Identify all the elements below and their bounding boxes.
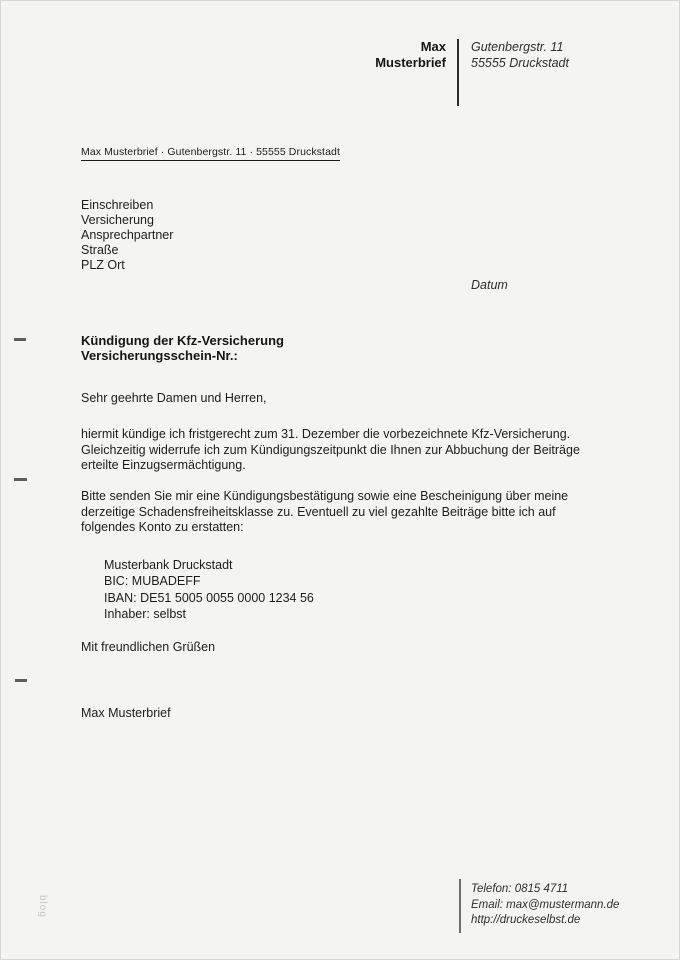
bank-name: Musterbank Druckstadt xyxy=(104,558,233,572)
fold-mark-bottom xyxy=(15,679,27,682)
bank-iban: IBAN: DE51 5005 0055 0000 1234 56 xyxy=(104,590,314,605)
paragraph2-line3: folgendes Konto zu erstatten: xyxy=(81,520,244,535)
sender-name-line2: Musterbrief xyxy=(375,54,446,70)
bank-bic: BIC: MUBADEFF xyxy=(104,574,201,589)
bank-details-block xyxy=(104,557,314,622)
date-placeholder: Datum xyxy=(471,278,508,292)
subject-line2: Versicherungsschein-Nr.: xyxy=(81,348,238,364)
recipient-line-einschreiben: Einschreiben xyxy=(81,198,154,212)
recipient-line-ansprechpartner: Ansprechpartner xyxy=(81,228,174,243)
footer-url: http://druckeselbst.de xyxy=(471,914,581,926)
paragraph2-line1: Bitte senden Sie mir eine Kündigungsbestätigung sowie eine Bescheinigung über meine xyxy=(81,489,569,503)
salutation: Sehr geehrte Damen und Herren, xyxy=(81,391,267,405)
footer-email: Email: max@mustermann.de xyxy=(471,898,620,911)
return-address-line: Max Musterbrief · Gutenbergstr. 11 · 55555 Druckstadt xyxy=(81,146,340,161)
sender-address-block xyxy=(471,40,569,71)
sender-name-line1: Max xyxy=(420,39,446,54)
closing-phrase: Mit freundlichen Grüßen xyxy=(81,640,216,654)
recipient-line-strasse: Straße xyxy=(81,243,119,258)
subject-line1: Kündigung der Kfz-Versicherung xyxy=(81,333,284,348)
body-paragraph-2 xyxy=(81,489,568,536)
footer-divider-line xyxy=(459,879,461,933)
bank-owner: Inhaber: selbst xyxy=(104,606,186,621)
footer-contact-block xyxy=(471,882,619,929)
fold-mark-top xyxy=(14,338,26,341)
recipient-address-block xyxy=(81,198,173,273)
paragraph1-line3: erteilte Einzugsermächtigung. xyxy=(81,458,246,473)
signature-name: Max Musterbrief xyxy=(81,706,171,720)
footer-phone: Telefon: 0815 4711 xyxy=(471,883,569,895)
body-paragraph-1 xyxy=(81,427,580,474)
recipient-line-versicherung: Versicherung xyxy=(81,213,154,228)
subject-block xyxy=(81,333,284,364)
header-divider-line xyxy=(457,39,459,106)
paragraph1-line1: hiermit kündige ich fristgerecht zum 31. Dezember die vorbezeichnete Kfz-Versicherung. xyxy=(81,427,571,441)
paragraph1-line2: Gleichzeitig widerrufe ich zum Kündigungszeitpunkt die Ihnen zur Abbuchung der Beiträge xyxy=(81,442,580,457)
sender-name-block xyxy=(375,39,446,70)
sender-city: 55555 Druckstadt xyxy=(471,55,569,70)
watermark-text: blog xyxy=(37,895,48,918)
recipient-line-plz-ort: PLZ Ort xyxy=(81,258,125,273)
sender-street: Gutenbergstr. 11 xyxy=(471,40,564,54)
fold-mark-middle xyxy=(14,478,27,481)
paragraph2-line2: derzeitige Schadensfreiheitsklasse zu. Eventuell zu viel gezahlte Beiträge bitte ich auf xyxy=(81,504,556,519)
